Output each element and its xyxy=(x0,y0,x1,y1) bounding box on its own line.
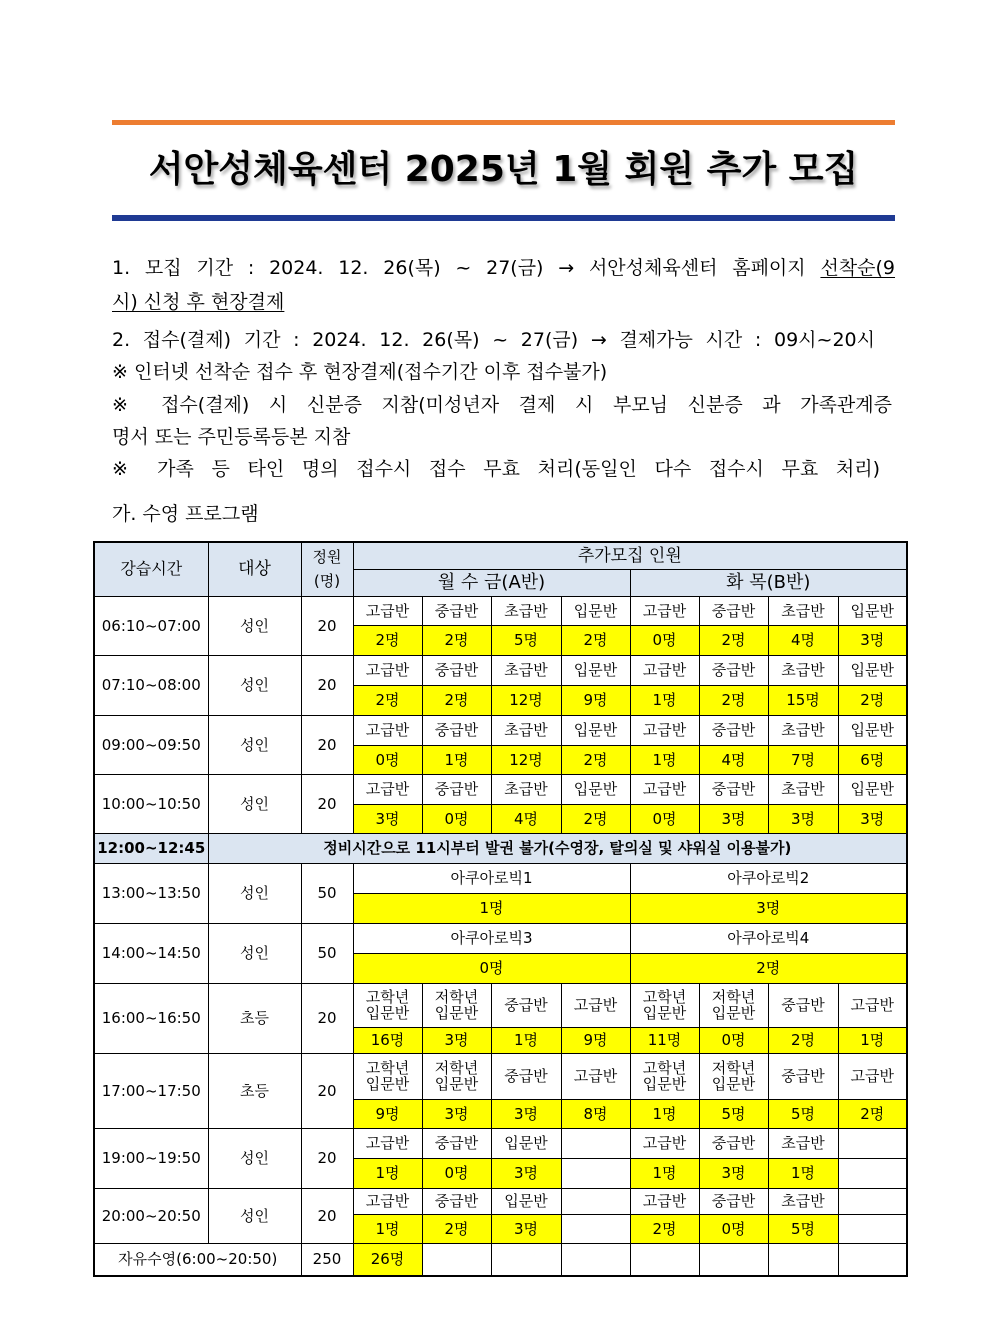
vacancy-count: 1명 xyxy=(630,1158,699,1188)
class-level: 고급반 xyxy=(838,1053,907,1099)
vacancy-count: 2명 xyxy=(422,1214,491,1243)
vacancy-count: 2명 xyxy=(838,1099,907,1128)
vacancy-count: 0명 xyxy=(422,804,491,833)
class-level: 중급반 xyxy=(768,1053,838,1099)
vacancy-count: 9명 xyxy=(561,1027,630,1053)
class-level: 고급반 xyxy=(353,1188,422,1214)
header-recruit: 추가모집 인원 xyxy=(353,542,907,569)
vacancy-count: 1명 xyxy=(630,745,699,774)
class-level: 중급반 xyxy=(491,983,561,1027)
class-level: 중급반 xyxy=(422,774,491,804)
vacancy-count: 0명 xyxy=(422,1158,491,1188)
class-target: 성인 xyxy=(208,715,301,774)
class-capacity: 20 xyxy=(301,596,353,655)
vacancy-count: 3명 xyxy=(838,804,907,833)
class-level: 초급반 xyxy=(491,774,561,804)
vacancy-count: 0명 xyxy=(353,953,630,983)
program-name: 아쿠아로빅1 xyxy=(353,863,630,893)
vacancy-count: 3명 xyxy=(838,625,907,655)
class-level: 입문반 xyxy=(491,1128,561,1158)
vacancy-count: 6명 xyxy=(838,745,907,774)
vacancy-count: 2명 xyxy=(699,625,768,655)
vacancy-count: 1명 xyxy=(630,685,699,715)
vacancy-count: 2명 xyxy=(561,804,630,833)
vacancy-count: 2명 xyxy=(768,1027,838,1053)
vacancy-count: 7명 xyxy=(768,745,838,774)
empty-cell xyxy=(561,1128,630,1158)
class-level: 중급반 xyxy=(699,715,768,745)
vacancy-count: 2명 xyxy=(699,685,768,715)
class-level: 중급반 xyxy=(422,596,491,625)
vacancy-count: 26명 xyxy=(353,1243,422,1276)
empty-cell xyxy=(838,1243,907,1276)
class-level: 고급반 xyxy=(561,1053,630,1099)
vacancy-count: 9명 xyxy=(353,1099,422,1128)
class-time: 10:00~10:50 xyxy=(94,774,208,833)
class-level: 중급반 xyxy=(699,655,768,685)
class-level: 저학년 입문반 xyxy=(422,983,491,1027)
vacancy-count: 2명 xyxy=(422,685,491,715)
class-level: 입문반 xyxy=(838,715,907,745)
empty-cell xyxy=(561,1243,630,1276)
vacancy-count: 5명 xyxy=(768,1214,838,1243)
vacancy-count: 4명 xyxy=(768,625,838,655)
notice-note-family: ※ 가족 등 타인 명의 접수시 접수 무효 처리(동일인 다수 접수시 무효 처리) xyxy=(112,458,880,480)
class-level: 중급반 xyxy=(768,983,838,1027)
vacancy-count: 5명 xyxy=(491,625,561,655)
class-target: 성인 xyxy=(208,596,301,655)
first-come-text-cont: 시) 신청 후 현장결제 xyxy=(112,291,285,313)
class-target: 성인 xyxy=(208,1128,301,1188)
class-level: 입문반 xyxy=(561,715,630,745)
class-time: 07:10~08:00 xyxy=(94,655,208,715)
vacancy-count: 3명 xyxy=(422,1027,491,1053)
notice-recruit-period-cont xyxy=(112,290,284,314)
class-level: 입문반 xyxy=(561,596,630,625)
empty-cell xyxy=(699,1243,768,1276)
vacancy-count: 3명 xyxy=(699,1158,768,1188)
vacancy-count: 1명 xyxy=(838,1027,907,1053)
class-level: 초급반 xyxy=(768,596,838,625)
class-level: 고급반 xyxy=(353,596,422,625)
title-navy-rule xyxy=(112,215,895,221)
vacancy-count: 3명 xyxy=(768,804,838,833)
class-level: 고급반 xyxy=(630,655,699,685)
vacancy-count: 5명 xyxy=(699,1099,768,1128)
class-level: 고학년 입문반 xyxy=(630,983,699,1027)
class-level: 고급반 xyxy=(630,1128,699,1158)
class-capacity: 20 xyxy=(301,1188,353,1243)
vacancy-count: 1명 xyxy=(491,1027,561,1053)
vacancy-count: 2명 xyxy=(838,685,907,715)
vacancy-count: 0명 xyxy=(630,625,699,655)
class-level: 고급반 xyxy=(353,774,422,804)
class-level: 초급반 xyxy=(491,596,561,625)
class-level: 입문반 xyxy=(838,655,907,685)
class-level: 초급반 xyxy=(768,1188,838,1214)
program-name: 아쿠아로빅3 xyxy=(353,923,630,953)
free-swim-label: 자유수영(6:00~20:50) xyxy=(94,1243,301,1276)
class-level: 중급반 xyxy=(699,596,768,625)
vacancy-count: 2명 xyxy=(422,625,491,655)
header-capacity: 정원 (명) xyxy=(301,542,353,596)
vacancy-count: 1명 xyxy=(630,1099,699,1128)
vacancy-count: 4명 xyxy=(699,745,768,774)
class-capacity: 50 xyxy=(301,863,353,923)
class-level: 입문반 xyxy=(838,774,907,804)
vacancy-count: 1명 xyxy=(768,1158,838,1188)
class-level: 고급반 xyxy=(838,983,907,1027)
top-orange-rule xyxy=(112,120,895,125)
class-target: 성인 xyxy=(208,1188,301,1243)
vacancy-count: 11명 xyxy=(630,1027,699,1053)
vacancy-count: 1명 xyxy=(353,893,630,923)
notice-note-internet: ※ 인터넷 선착순 접수 후 현장결제(접수기간 이후 접수불가) xyxy=(112,361,608,383)
program-name: 아쿠아로빅4 xyxy=(630,923,907,953)
class-level: 고급반 xyxy=(630,715,699,745)
class-level: 초급반 xyxy=(768,1128,838,1158)
class-level: 초급반 xyxy=(768,715,838,745)
class-level: 중급반 xyxy=(699,774,768,804)
vacancy-count: 2명 xyxy=(353,685,422,715)
class-time: 06:10~07:00 xyxy=(94,596,208,655)
empty-cell xyxy=(838,1158,907,1188)
class-level: 중급반 xyxy=(422,715,491,745)
maintenance-time: 12:00~12:45 xyxy=(94,833,208,863)
class-level: 입문반 xyxy=(491,1188,561,1214)
empty-cell xyxy=(838,1188,907,1214)
class-capacity: 20 xyxy=(301,1053,353,1128)
class-capacity: 20 xyxy=(301,655,353,715)
vacancy-count: 15명 xyxy=(768,685,838,715)
class-target: 성인 xyxy=(208,774,301,833)
vacancy-count: 0명 xyxy=(699,1027,768,1053)
vacancy-count: 2명 xyxy=(561,625,630,655)
vacancy-count: 3명 xyxy=(422,1099,491,1128)
class-level: 입문반 xyxy=(561,774,630,804)
vacancy-count: 3명 xyxy=(491,1158,561,1188)
empty-cell xyxy=(561,1214,630,1243)
empty-cell xyxy=(838,1128,907,1158)
empty-cell xyxy=(630,1243,699,1276)
class-level: 입문반 xyxy=(838,596,907,625)
class-time: 20:00~20:50 xyxy=(94,1188,208,1243)
class-level: 고급반 xyxy=(353,655,422,685)
vacancy-count: 5명 xyxy=(768,1099,838,1128)
class-level: 초급반 xyxy=(491,655,561,685)
recruit-period-text: 1. 모집 기간 : 2024. 12. 26(목) ~ 27(금) → 서안성체육센터 홈페이지 xyxy=(112,257,806,279)
vacancy-count: 2명 xyxy=(630,953,907,983)
class-level: 고급반 xyxy=(353,1128,422,1158)
vacancy-count: 3명 xyxy=(491,1214,561,1243)
class-level: 고학년 입문반 xyxy=(630,1053,699,1099)
empty-cell xyxy=(561,1158,630,1188)
class-level: 중급반 xyxy=(422,1188,491,1214)
class-level: 중급반 xyxy=(491,1053,561,1099)
class-capacity: 20 xyxy=(301,983,353,1053)
empty-cell xyxy=(491,1243,561,1276)
class-level: 저학년 입문반 xyxy=(699,1053,768,1099)
class-level: 고학년 입문반 xyxy=(353,1053,422,1099)
empty-cell xyxy=(838,1214,907,1243)
class-capacity: 20 xyxy=(301,715,353,774)
notice-note-id: ※ 접수(결제) 시 신분증 지참(미성년자 결제 시 부모님 신분증 과 가족관계증 xyxy=(112,394,892,416)
notice-payment-period: 2. 접수(결제) 기간 : 2024. 12. 26(목) ~ 27(금) → 결제가능 시간 : 09시~20시 xyxy=(112,329,875,351)
program-name: 아쿠아로빅2 xyxy=(630,863,907,893)
vacancy-count: 1명 xyxy=(422,745,491,774)
class-time: 13:00~13:50 xyxy=(94,863,208,923)
vacancy-count: 1명 xyxy=(353,1158,422,1188)
header-group-b: 화 목(B반) xyxy=(630,569,907,596)
class-time: 14:00~14:50 xyxy=(94,923,208,983)
header-time: 강습시간 xyxy=(94,542,208,596)
class-level: 중급반 xyxy=(699,1188,768,1214)
class-target: 성인 xyxy=(208,923,301,983)
vacancy-count: 2명 xyxy=(630,1214,699,1243)
class-level: 고급반 xyxy=(630,1188,699,1214)
vacancy-count: 0명 xyxy=(699,1214,768,1243)
first-come-text: 선착순(9 xyxy=(820,257,896,279)
vacancy-count: 3명 xyxy=(491,1099,561,1128)
class-target: 초등 xyxy=(208,1053,301,1128)
class-target: 초등 xyxy=(208,983,301,1053)
class-level: 고급반 xyxy=(353,715,422,745)
class-capacity: 50 xyxy=(301,923,353,983)
class-level: 저학년 입문반 xyxy=(699,983,768,1027)
vacancy-count: 9명 xyxy=(561,685,630,715)
vacancy-count: 2명 xyxy=(353,625,422,655)
class-target: 성인 xyxy=(208,655,301,715)
vacancy-count: 0명 xyxy=(630,804,699,833)
class-time: 09:00~09:50 xyxy=(94,715,208,774)
vacancy-count: 8명 xyxy=(561,1099,630,1128)
vacancy-count: 2명 xyxy=(561,745,630,774)
class-level: 입문반 xyxy=(561,655,630,685)
vacancy-count: 3명 xyxy=(353,804,422,833)
vacancy-count: 4명 xyxy=(491,804,561,833)
class-time: 16:00~16:50 xyxy=(94,983,208,1053)
vacancy-count: 12명 xyxy=(491,685,561,715)
empty-cell xyxy=(768,1243,838,1276)
page-title: 서안성체육센터 2025년 1월 회원 추가 모집 xyxy=(148,149,859,190)
class-capacity: 20 xyxy=(301,1128,353,1188)
class-level: 중급반 xyxy=(422,1128,491,1158)
class-level: 고학년 입문반 xyxy=(353,983,422,1027)
class-level: 저학년 입문반 xyxy=(422,1053,491,1099)
header-target: 대상 xyxy=(208,542,301,596)
class-level: 고급반 xyxy=(630,596,699,625)
notice-note-id-cont: 명서 또는 주민등록등본 지참 xyxy=(112,426,351,448)
swim-program-table xyxy=(93,541,908,1277)
vacancy-count: 3명 xyxy=(630,893,907,923)
vacancy-count: 16명 xyxy=(353,1027,422,1053)
class-time: 17:00~17:50 xyxy=(94,1053,208,1128)
vacancy-count: 0명 xyxy=(353,745,422,774)
header-group-a: 월 수 금(A반) xyxy=(353,569,630,596)
vacancy-count: 1명 xyxy=(353,1214,422,1243)
class-capacity: 20 xyxy=(301,774,353,833)
class-target: 성인 xyxy=(208,863,301,923)
class-level: 고급반 xyxy=(561,983,630,1027)
empty-cell xyxy=(561,1188,630,1214)
vacancy-count: 3명 xyxy=(699,804,768,833)
class-time: 19:00~19:50 xyxy=(94,1128,208,1188)
maintenance-notice: 정비시간으로 11시부터 발권 불가(수영장, 탈의실 및 샤워실 이용불가) xyxy=(208,833,907,863)
class-level: 중급반 xyxy=(422,655,491,685)
empty-cell xyxy=(422,1243,491,1276)
notice-recruit-period xyxy=(112,256,895,280)
class-level: 중급반 xyxy=(699,1128,768,1158)
class-level: 초급반 xyxy=(491,715,561,745)
free-swim-capacity: 250 xyxy=(301,1243,353,1276)
section-title: 가. 수영 프로그램 xyxy=(112,503,259,525)
class-level: 고급반 xyxy=(630,774,699,804)
vacancy-count: 12명 xyxy=(491,745,561,774)
class-level: 초급반 xyxy=(768,774,838,804)
class-level: 초급반 xyxy=(768,655,838,685)
